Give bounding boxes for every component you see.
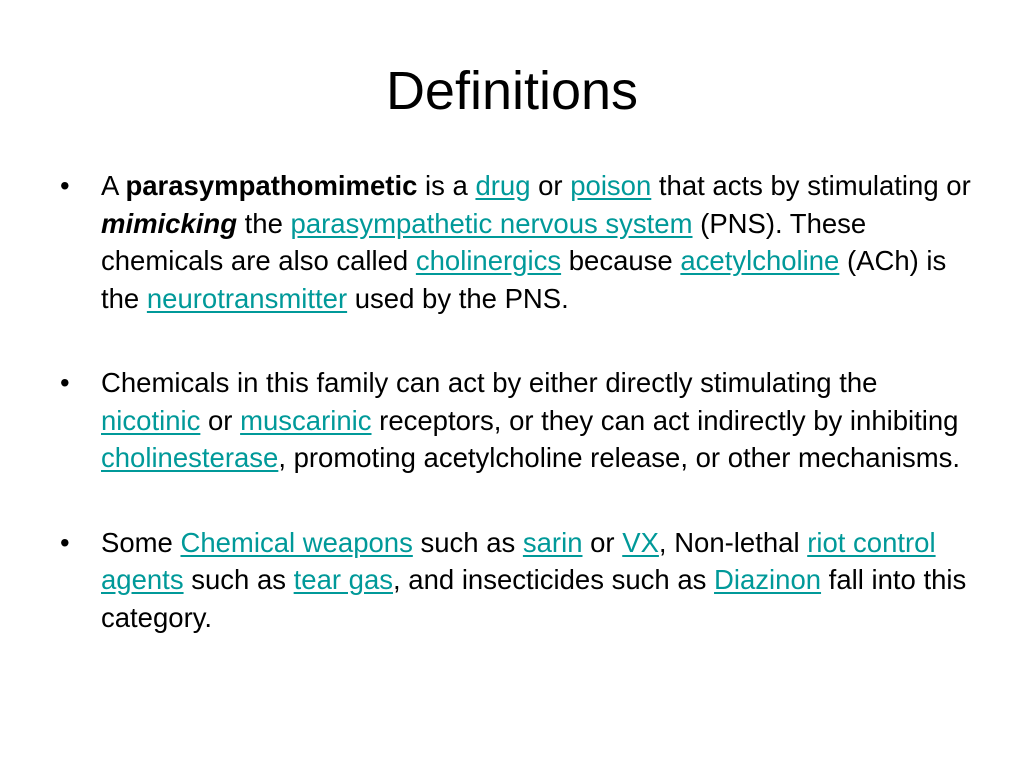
text-run: used by the PNS. bbox=[347, 282, 569, 314]
text-run: (ACh) is the bbox=[101, 245, 947, 314]
bullet-item-mechanisms bbox=[0, 364, 1000, 477]
text-run: such as bbox=[183, 564, 294, 595]
slide-title: Definitions bbox=[385, 61, 639, 121]
link-nicotinic[interactable]: nicotinic bbox=[101, 404, 201, 436]
term-mimicking: mimicking bbox=[101, 207, 238, 239]
text-run: because bbox=[561, 245, 681, 276]
text-run: Chemicals in this family can act by either directly stimulating the bbox=[101, 367, 878, 398]
text-run: Some bbox=[101, 526, 181, 558]
link-diazinon[interactable]: Diazinon bbox=[714, 564, 822, 595]
bullet-item-examples bbox=[0, 524, 1000, 637]
text-run: such as bbox=[412, 526, 523, 558]
link-acetylcholine[interactable]: acetylcholine bbox=[680, 245, 840, 276]
link-riot-control-agents[interactable]: riot control agents bbox=[101, 526, 936, 595]
text-run: A bbox=[101, 170, 126, 201]
text-run: , Non-lethal bbox=[658, 526, 808, 558]
link-poison[interactable]: poison bbox=[570, 170, 652, 201]
bullet-item-definition bbox=[0, 167, 1000, 317]
term-parasympathomimetic: parasympathomimetic bbox=[125, 170, 418, 201]
link-sarin[interactable]: sarin bbox=[522, 526, 583, 558]
text-run: or bbox=[582, 526, 623, 558]
bullet-marker: • bbox=[60, 170, 70, 201]
text-run: fall into this category. bbox=[101, 564, 967, 633]
link-parasympathetic-nervous-system[interactable]: parasympathetic nervous system bbox=[290, 207, 693, 239]
link-muscarinic[interactable]: muscarinic bbox=[240, 404, 372, 436]
link-cholinesterase[interactable]: cholinesterase bbox=[101, 442, 279, 473]
text-run: receptors, or they can act indirectly by inhibiting bbox=[371, 404, 959, 436]
bullet-list bbox=[0, 167, 1000, 636]
text-run: that acts by stimulating or bbox=[651, 170, 971, 201]
link-cholinergics[interactable]: cholinergics bbox=[415, 245, 562, 276]
text-run: (PNS). These chemicals are also called bbox=[101, 207, 867, 276]
text-run: or bbox=[530, 170, 571, 201]
link-neurotransmitter[interactable]: neurotransmitter bbox=[146, 282, 348, 314]
link-vx[interactable]: VX bbox=[622, 526, 659, 558]
link-drug[interactable]: drug bbox=[475, 170, 531, 201]
link-tear-gas[interactable]: tear gas bbox=[293, 564, 394, 595]
text-run: the bbox=[237, 207, 291, 239]
link-chemical-weapons[interactable]: Chemical weapons bbox=[180, 526, 413, 558]
text-run: or bbox=[200, 404, 241, 436]
bullet-marker: • bbox=[60, 526, 70, 558]
text-run: , and insecticides such as bbox=[393, 564, 715, 595]
bullet-marker: • bbox=[60, 367, 70, 398]
text-run: , promoting acetylcholine release, or other mechanisms. bbox=[278, 442, 961, 473]
text-run: is a bbox=[417, 170, 476, 201]
